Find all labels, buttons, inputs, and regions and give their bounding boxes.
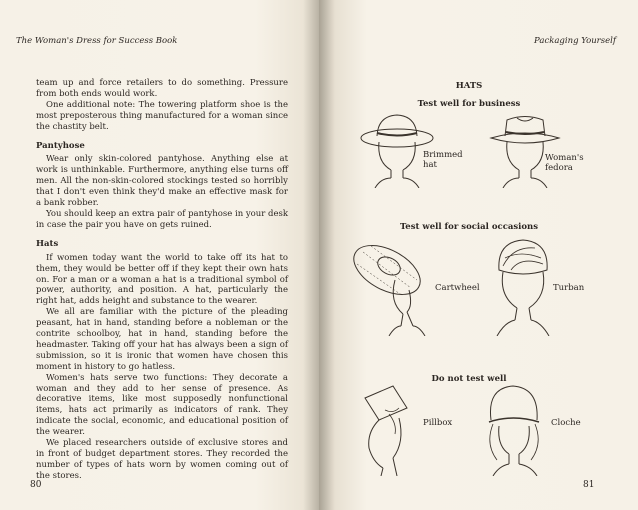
- paragraph: Wear only skin-colored pantyhose. Anything else at work is unthinkable. Furthermore, anything else turns off men. All the non-skin-colored stockings tested so horribly that I don't even think they'd make an effective mask for a bank robber.: [36, 154, 288, 209]
- section-heading-hats: Hats: [36, 238, 59, 249]
- section-heading-pantyhose: Pantyhose: [36, 140, 85, 151]
- paragraph: One additional note: The towering platform shoe is the most preposterous thing manufactured for a woman since the chastity belt.: [36, 99, 288, 132]
- caption-line: Brimmed: [423, 150, 463, 160]
- caption-pillbox: Pillbox: [423, 418, 453, 428]
- paragraph: team up and force retailers to do something. Pressure from both ends would work.: [36, 78, 288, 99]
- womans-fedora-illustration: [487, 114, 563, 188]
- paragraph: We all are familiar with the picture of the pleading peasant, hat in hand, standing before a nobleman or the contrite schoolboy, hat in hand, standing before the headmaster. Taking off your hat has always been a sign of submission, so it is ironic that women have chosen this moment in history to go hatless.: [36, 307, 288, 372]
- left-page-number: 80: [30, 480, 42, 490]
- right-page-number: 81: [583, 480, 595, 490]
- right-running-head: Packaging Yourself: [534, 36, 616, 46]
- cartwheel-hat-illustration: [349, 240, 435, 336]
- section-business-heading: Test well for business: [417, 99, 521, 109]
- paragraph: Women's hats serve two functions: They decorate a woman and they add to her sense of presence. As decorative items, like most supposedly nonfunctional items, hats act primarily as indicators of rank. They indicate the social, economic, and educational position of the wearer.: [36, 372, 288, 438]
- left-body-text: [36, 78, 288, 482]
- right-page: [319, 0, 638, 510]
- section-not-well-heading: Do not test well: [431, 374, 507, 384]
- caption-womans-fedora: [545, 153, 584, 173]
- caption-cartwheel: Cartwheel: [435, 283, 480, 293]
- page-title: HATS: [455, 81, 483, 91]
- caption-turban: Turban: [553, 283, 585, 293]
- turban-illustration: [491, 236, 553, 336]
- cloche-hat-illustration: [483, 384, 545, 476]
- pillbox-hat-illustration: [359, 384, 423, 476]
- left-running-head: The Woman's Dress for Success Book: [16, 36, 178, 46]
- caption-brimmed-hat: [423, 150, 463, 170]
- paragraph: You should keep an extra pair of pantyhose in your desk in case the pair you have on gets ruined.: [36, 208, 289, 230]
- section-social-heading: Test well for social occasions: [399, 222, 539, 232]
- paragraph: We placed researchers outside of exclusive stores and in front of budget department stores. They recorded the number of types of hats worn by women coming out of the stores.: [36, 438, 288, 481]
- caption-cloche: Cloche: [551, 418, 581, 428]
- caption-line: Woman's: [545, 153, 584, 163]
- caption-line: fedora: [545, 163, 573, 173]
- paragraph: If women today want the world to take off its hat to them, they would be better off if they kept their own hats on. For a man or a woman a hat is a traditional symbol of power, authority, and position. A hat, particularly the right hat, adds height and substance to the wearer.: [36, 252, 288, 307]
- caption-line: hat: [423, 160, 437, 170]
